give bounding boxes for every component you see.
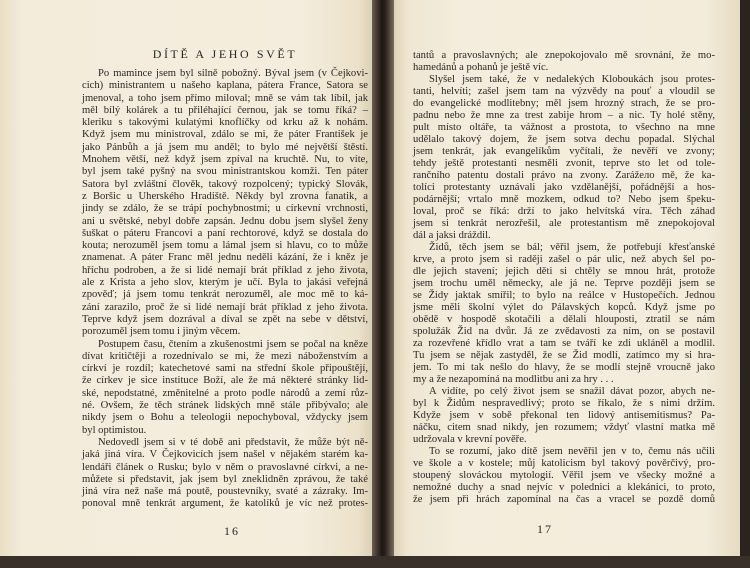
text-line: církví je rozdíl; katechetové sami na střední škole připouštějí, xyxy=(82,363,368,375)
text-line: zpověď; já jsem tomu tenkrát nerozuměl, ale moc mě to ká- xyxy=(82,289,368,301)
text-line: se Židy jaktak smířil; to bylo na reálce v Hustopečích. Jednou xyxy=(413,290,715,301)
page-number-left: 16 xyxy=(224,524,240,538)
text-line: zání zarazilo, proč že si lidé nemají brát příklad z jeho života. xyxy=(82,301,368,313)
text-line: jsem tenkrát, jak evangelíkům vyčítali, že nevěří ve zvony; xyxy=(413,146,715,157)
text-line: ale z Krista a jeho slov, kterým je učí. Byla to jakási veřejná xyxy=(82,277,368,289)
text-line: že jsem při hrách zapomínal na čas a vracel se pozdě domů xyxy=(413,494,715,505)
text-line: nikdy jsem o Bohu a teleologii nepochyboval, vždycky jsem xyxy=(82,412,368,424)
text-line: jako Pánbůh a já jsem mu anděl; to bylo mé největší štěstí. xyxy=(82,141,368,153)
text-line: dál a jaksi dráždil. xyxy=(413,230,491,241)
text-line: ponoval mně tenkrát argument, že katolíků je víc než protes- xyxy=(82,498,368,510)
text-line: Tu jsem se nějak zastyděl, že se Žid modlí, zatímco my si hra- xyxy=(413,350,715,361)
text-line: rančního patentu dostali právo na zvony. Zarážело mě, že ka- xyxy=(413,170,715,181)
text-line: stoupený slováckou mytologií. Věřil jsem ve všecky možné a xyxy=(413,470,715,481)
text-line: To se rozumí, jako dítě jsem nevěřil jen v to, čemu nás učili xyxy=(429,446,715,457)
text-line: jiná víra než naše má poutě, poustevníky, svaté a zázraky. Im- xyxy=(82,486,368,498)
text-line: měl bílý kolárek a tu přiléhající černou, jak se tomu říká? – xyxy=(82,104,368,116)
text-line: dle jejich stavení; jejich děti si chtěly se mnou hrát, protože xyxy=(413,266,715,277)
text-line: do evangelické modlitebny; měl jsem hrozný strach, že se pro- xyxy=(413,98,715,109)
text-line: byl optimistou. xyxy=(82,424,147,436)
text-line: jsem trochu uměl německy, ale já ne. Teprve později jsem se xyxy=(413,278,715,289)
text-line: kleriku s takovými kulatými knoflíčky od krku až k nohám. xyxy=(82,117,368,129)
text-line: jsem si tenkrát nerozřešil, ale protestantism mě znepokojoval xyxy=(413,218,715,229)
text-line: hamedánů a pohanů je ještě víc. xyxy=(413,62,549,73)
text-line: Kdyžе jsem v sobě překonal ten lidový antisemitismus? Pa- xyxy=(413,410,715,421)
text-line: nemožné duchy a snad nejvíc v polednici a klekánici, to proto, xyxy=(413,482,715,493)
text-line: tolíci protestanty uznávali jako vzdělanější, pořádnější a hos- xyxy=(413,182,715,193)
text-line: jindy se zdálo, že se trápí pochybnostmi; u církevní vrchnosti, xyxy=(82,203,368,215)
text-line: kouta; nerozuměl jsem tomu a lámal jsem si hlavu, co to může xyxy=(82,240,368,252)
text-line: Židů, těch jsem se bál; věřil jsem, že potřebují křesťanské xyxy=(429,242,715,253)
text-line: Mnohem větší, než když jsem zpíval na kruchtě. Nu, to víte, xyxy=(82,154,368,166)
text-line: Teprve když jsem dozrával a díval se zpět na sebe v dětství, xyxy=(82,313,368,325)
text-line: Po mamince jsem byl silně pobožný. Býval jsem (v Čejkovi- xyxy=(98,68,368,79)
text-line: obědě v hospodě skotačili a dělali hlouposti, ztratil se nám xyxy=(413,314,715,325)
page-number-right: 17 xyxy=(537,522,553,536)
text-line: ani u světské, nebyl dobře zapsán. Jednu dobu jsem slyšel ženy xyxy=(82,215,368,227)
text-line: jem. To mi tak nešlo do hlavy, že se modlí stejně vroucně jako xyxy=(413,362,715,373)
text-line: jmenoval, a toho jsem přímo miloval; mně se vám tak líbil, jak xyxy=(82,92,368,104)
book-spine-gutter xyxy=(372,0,394,568)
text-line: můžete si představit, jak jsem byl zneklidněn zprávou, že také xyxy=(82,473,368,485)
text-line: jaká jiná víra. V Čejkovicích jsem našel v nějakém starém ka- xyxy=(82,449,368,461)
text-line: Nedovedl jsem si v té době ani představit, že může být ně- xyxy=(98,436,368,448)
text-line: cich) ministrantem u našeho kaplana, pátera France, Satora se xyxy=(82,80,368,92)
text-line: z Boršic u Uherského Hradiště. Někdy byl zrovna fanatik, a xyxy=(82,190,368,202)
text-line: A vidíte, po celý život jsem se snažil dávat pozor, abych ne- xyxy=(429,386,715,397)
text-line: Když jsem mu ministroval, zdálo se mi, že páter František je xyxy=(82,129,368,141)
text-line: loval, proč se říká: drží to jako helvítská víra. Těch záhad xyxy=(413,206,715,217)
text-line: tehdy ještě protestanti nesměli zvonit, teprve sto let od tole- xyxy=(413,158,715,169)
text-line: hříchu podroben, a že si lidé nemají brát příklad z jeho života, xyxy=(82,264,368,276)
left-page-text xyxy=(82,68,368,511)
text-line: Slyšel jsem také, že v nedalekých Kloboukách jsou protes- xyxy=(429,74,715,85)
text-line: né. Ovšem, že těch stránek lidských mně stále přibývalo; ale xyxy=(82,400,368,412)
text-line: porozuměl jsem tomu i jiným věcem. xyxy=(82,326,241,338)
text-line: že církev je sice instituce Boží, ale že má některé stránky lid- xyxy=(82,375,368,387)
text-line: šuškat o páteru Francovi a paní rechtorové, když se dostala do xyxy=(82,227,368,239)
text-line: Satora byl zvláštní člověk, takový rozpolcený; typický Slovák, xyxy=(82,178,368,190)
text-line: my a že nezapomíná na modlitbu ani za hry . . . xyxy=(413,374,614,385)
text-line: pult místo oltáře, ta vážnost a prostota, to všechno na mne xyxy=(413,122,715,133)
text-line: jsme měli školní výlet do Pálavských kopců. Když jsme po xyxy=(413,302,715,313)
text-line: lendáři článek o Rusku; bylo v něm o pravoslavné církvi, a ne- xyxy=(82,461,368,473)
text-line: udělalo takový dojem, že jsem sotva dechu popadal. Slýchal xyxy=(413,134,715,145)
text-line: podárnější; vrtalo mně mozkem, odkud to? Nebo jsem špeku- xyxy=(413,194,715,205)
text-line: spolužák Žid na dvůr. Já ze zvědavosti za ním, on se postavil xyxy=(413,326,715,337)
chapter-title: DÍTĚ A JEHO SVĚT xyxy=(152,47,298,61)
text-line: byl k Židům nespravedlivý; proto se říkalo, že s nimi držím. xyxy=(413,398,715,409)
text-line: krve, a proto jsem si raději zašel o pár ulic, než abych šel po- xyxy=(413,254,715,265)
text-line: náčku, citem snad nikdy, jen rozumem; vždyť vlastní matka mě xyxy=(413,422,715,433)
text-line: Postupem času, čtením a zkušenostmi jsem se počal na kněze xyxy=(98,338,368,350)
text-line: padnu nebo že mne za trest zabije hrom – a nic. Ty holé stěny, xyxy=(413,110,715,121)
text-line: ské, nepodstatné, změnitelné a proto podle národů a zemí růz- xyxy=(82,387,368,399)
text-line: dívat kritičtěji a rozednívalo se mi, že mezi náboženstvím a xyxy=(82,350,368,362)
text-line: tantů a pravoslavných; ale znepokojovalo mě srovnání, že mo- xyxy=(413,50,715,61)
text-line: za rozevřené křídlo vrat a tam se tváří ke zdi ukláněl a modlil. xyxy=(413,338,715,349)
text-line: znamenat. A páter Franc měl jednu neděli kázání, že i kněz je xyxy=(82,252,368,264)
text-line: ve škole a v kostele; můj katolicism byl takový pověrčivý, pro- xyxy=(413,458,715,469)
text-line: udržovala v krevní pověře. xyxy=(413,434,527,445)
text-line: tanti, helvíti; zašel jsem tam na výzvědy na pouť a vloudil se xyxy=(413,86,715,97)
right-page-text xyxy=(413,50,715,506)
book-bottom-edge xyxy=(0,556,750,568)
text-line: byl jsem také pyšný na svou ministrantskou komži. Ten páter xyxy=(82,166,368,178)
